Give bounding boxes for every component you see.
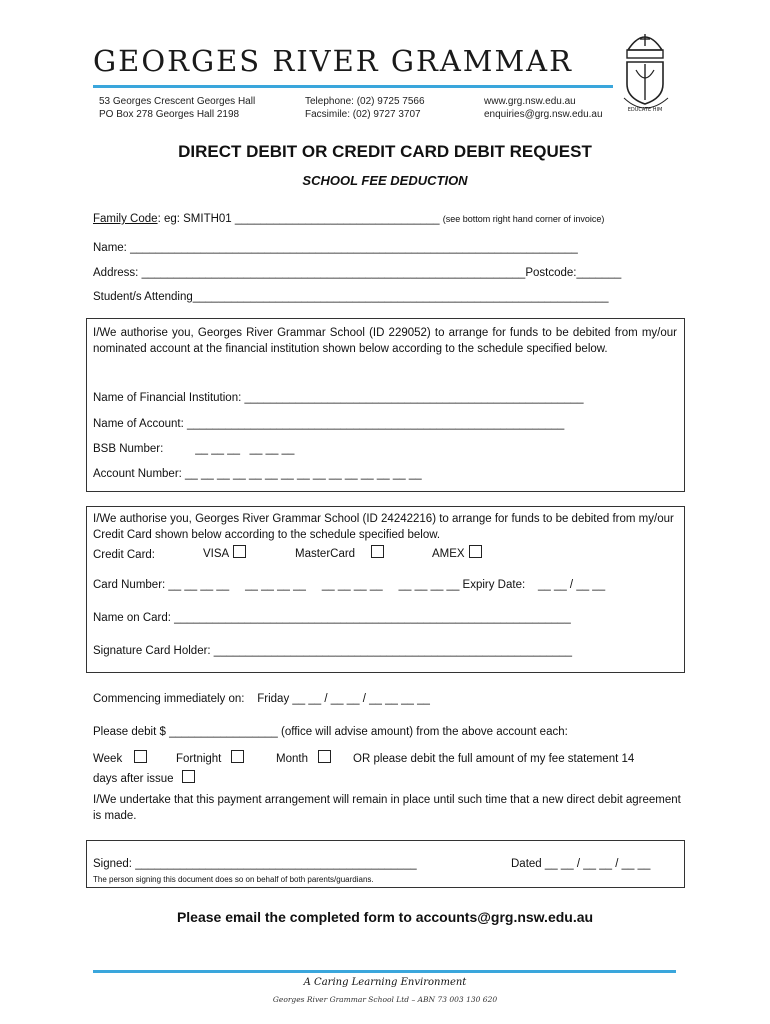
signed-field[interactable]: Signed: ____________________________________________ [93,858,417,870]
card-signature-field[interactable]: Signature Card Holder: ________________________________________________________ [93,645,572,657]
enquiries-email[interactable]: enquiries@grg.nsw.edu.au [484,109,603,120]
mastercard-checkbox[interactable] [371,545,384,558]
family-code-label: Family Code [93,213,158,225]
school-name: GEORGES RIVER GRAMMAR [93,44,573,78]
crest-motto: EDUCATE HIM [627,107,663,113]
dated-field[interactable]: Dated __ __ / __ __ / __ __ [511,858,651,870]
amex-option[interactable] [432,545,482,560]
footer-company: Georges River Grammar School Ltd – ABN 73 003 130 620 [272,995,498,1004]
week-option[interactable] [93,750,147,765]
form-subtitle: SCHOOL FEE DEDUCTION [302,173,468,188]
bank-debit-section [86,318,685,492]
address-block [99,95,255,121]
mastercard-option[interactable] [295,545,384,560]
school-crest-icon [614,26,676,116]
footer-tagline: A Caring Learning Environment [303,977,467,988]
account-name-field[interactable]: Name of Account: ___________________________________________________________ [93,418,565,430]
visa-option[interactable] [203,545,246,560]
web-block [484,95,603,121]
address-line-2: PO Box 278 Georges Hall 2198 [99,109,240,120]
card-authorisation-text: I/We authorise you, Georges River Grammar School (ID 24242216) to arrange for funds to be debited from my/our Credit Card shown below according to the schedule specified below. [93,513,674,541]
email-instruction: Please email the completed form to accounts@grg.nsw.edu.au [176,909,594,925]
mastercard-label: MasterCard [295,548,356,560]
address-field[interactable]: Address: ____________________________________________________________Postcode:_______ [93,267,622,279]
days-after-issue-option[interactable] [93,770,195,785]
address-line-1: 53 Georges Crescent Georges Hall [99,96,256,107]
week-label: Week [93,753,123,765]
undertaking-text: I/We undertake that this payment arrangement will remain in place until such time that a new direct debit agreement is made. [93,794,681,822]
card-number-field[interactable]: Card Number: __ __ __ __ __ __ __ __ __ __ __ __ __ __ __ __ Expiry Date: __ __ / __ __ [93,579,606,591]
amex-checkbox[interactable] [469,545,482,558]
amex-label: AMEX [432,548,465,560]
fortnight-label: Fortnight [176,753,222,765]
signature-section [86,840,685,888]
signing-note: The person signing this document does so on behalf of both parents/guardians. [93,875,374,884]
financial-institution-field[interactable]: Name of Financial Institution: _____________________________________________________ [93,392,584,404]
facsimile: Facsimile: (02) 9727 3707 [305,109,421,120]
fortnight-option[interactable] [176,750,244,765]
week-checkbox[interactable] [134,750,147,763]
debit-amount-field[interactable]: Please debit $ _________________ (office will advise amount) from the above account each: [93,726,568,738]
month-option[interactable] [276,750,331,765]
visa-label: VISA [203,548,230,560]
family-code-note: (see bottom right hand corner of invoice) [442,214,605,224]
month-checkbox[interactable] [318,750,331,763]
days-after-issue-label: days after issue [93,773,174,785]
bank-authorisation-text: I/We authorise you, Georges River Grammar School (ID 229052) to arrange for funds to be debited from my/our nominated account at the financial institution shown below according to the schedule specified below. [93,327,677,355]
account-number-field[interactable]: Account Number: __ __ __ __ __ __ __ __ __ __ __ __ __ __ __ [93,468,422,480]
footer-divider [93,970,676,973]
students-attending-field[interactable]: Student/s Attending_________________________________________________________________ [93,291,609,303]
telephone: Telephone: (02) 9725 7566 [305,96,425,107]
credit-card-label: Credit Card: [93,549,155,561]
name-field[interactable]: Name: ______________________________________________________________________ [93,242,578,254]
family-code-field[interactable]: : eg: SMITH01 ________________________________ [157,213,440,225]
name-on-card-field[interactable]: Name on Card: ______________________________________________________________ [93,612,571,624]
website-link[interactable]: www.grg.nsw.edu.au [484,96,576,107]
commencing-date-field[interactable]: Commencing immediately on: Friday __ __ / __ __ / __ __ __ __ [93,693,430,705]
family-code-row[interactable] [93,213,604,225]
month-label: Month [276,753,308,765]
form-title: DIRECT DEBIT OR CREDIT CARD DEBIT REQUEST [178,142,592,161]
header-divider [93,85,613,88]
fortnight-checkbox[interactable] [231,750,244,763]
credit-card-section [86,506,685,673]
days-after-issue-checkbox[interactable] [182,770,195,783]
bsb-number-field[interactable]: BSB Number: __ __ __ __ __ __ [93,443,295,455]
phone-block [305,95,425,121]
visa-checkbox[interactable] [233,545,246,558]
full-amount-label: OR please debit the full amount of my fee statement 14 [353,753,635,765]
